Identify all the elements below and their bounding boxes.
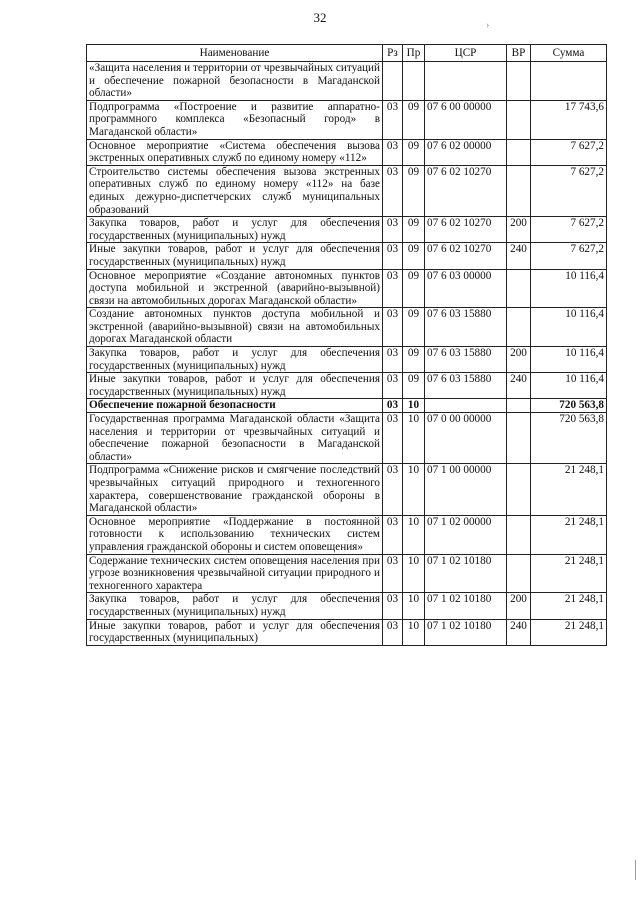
cell-csr: 07 6 03 15880: [425, 373, 507, 399]
cell-name: Обеспечение пожарной безопасности: [87, 399, 383, 413]
header-vr: ВР: [507, 45, 531, 62]
cell-csr: 07 6 00 00000: [425, 100, 507, 139]
cell-name: Подпрограмма «Построение и развитие аппаратно-программного комплекса «Безопасный город» в Магаданской области»: [87, 100, 383, 139]
cell-vr: [507, 165, 531, 216]
cell-vr: [507, 399, 531, 413]
cell-name: Государственная программа Магаданской области «Защита населения и территории от чрезвычайных ситуаций и обеспечение пожарной безопасности в Магаданской области»: [87, 413, 383, 464]
cell-csr: 07 1 02 10180: [425, 554, 507, 593]
cell-vr: 200: [507, 217, 531, 243]
cell-rz: 03: [383, 217, 403, 243]
cell-vr: 240: [507, 619, 531, 645]
cell-name: Строительство системы обеспечения вызова экстренных оперативных служб по единому номеру «112» на базе единых дежурно-диспетчерских служб муниципальных образований: [87, 165, 383, 216]
cell-vr: 240: [507, 373, 531, 399]
budget-table: [86, 44, 607, 646]
table-row: [87, 554, 607, 593]
table-row: [87, 217, 607, 243]
cell-sum: 10 116,4: [531, 347, 607, 373]
cell-csr: 07 6 02 10270: [425, 217, 507, 243]
cell-name: Закупка товаров, работ и услуг для обеспечения государственных (муниципальных) нужд: [87, 217, 383, 243]
cell-vr: [507, 464, 531, 515]
cell-pr: 09: [403, 139, 425, 165]
cell-name: Основное мероприятие «Создание автономных пунктов доступа мобильной и экстренной (аварийно-вызывной) связи на автомобильных дорогах Магаданской области»: [87, 269, 383, 308]
cell-sum: 7 627,2: [531, 243, 607, 269]
cell-rz: 03: [383, 619, 403, 645]
corner-mark: ›: [486, 20, 490, 31]
cell-pr: 10: [403, 413, 425, 464]
cell-rz: 03: [383, 593, 403, 619]
table-row: [87, 165, 607, 216]
cell-csr: 07 6 02 10270: [425, 165, 507, 216]
table-row: [87, 464, 607, 515]
header-rz: Рз: [383, 45, 403, 62]
cell-sum: 720 563,8: [531, 413, 607, 464]
header-name: Наименование: [87, 45, 383, 62]
cell-pr: 10: [403, 554, 425, 593]
cell-sum: 21 248,1: [531, 464, 607, 515]
cell-vr: [507, 308, 531, 347]
cell-vr: [507, 413, 531, 464]
cell-csr: 07 6 02 00000: [425, 139, 507, 165]
cell-csr: 07 6 03 00000: [425, 269, 507, 308]
cell-pr: 09: [403, 165, 425, 216]
table-row: [87, 269, 607, 308]
cell-csr: 07 6 03 15880: [425, 347, 507, 373]
cell-name: Закупка товаров, работ и услуг для обеспечения государственных (муниципальных) нужд: [87, 593, 383, 619]
cell-rz: 03: [383, 515, 403, 554]
cell-sum: 21 248,1: [531, 515, 607, 554]
table-row: [87, 373, 607, 399]
cell-sum: 21 248,1: [531, 554, 607, 593]
cell-rz: 03: [383, 554, 403, 593]
cell-rz: 03: [383, 399, 403, 413]
cell-name: Содержание технических систем оповещения населения при угрозе возникновения чрезвычайной ситуации природного и техногенного характера: [87, 554, 383, 593]
cell-pr: 09: [403, 243, 425, 269]
cell-pr: 09: [403, 373, 425, 399]
cell-name: Основное мероприятие «Система обеспечения вызова экстренных оперативных служб по единому номеру «112»: [87, 139, 383, 165]
cell-csr: 07 1 02 10180: [425, 619, 507, 645]
cell-rz: 03: [383, 139, 403, 165]
cell-vr: [507, 62, 531, 101]
cell-pr: 09: [403, 347, 425, 373]
cell-rz: 03: [383, 308, 403, 347]
cell-rz: 03: [383, 243, 403, 269]
cell-sum: 10 116,4: [531, 269, 607, 308]
table-row: [87, 100, 607, 139]
table-row: [87, 413, 607, 464]
cell-rz: 03: [383, 413, 403, 464]
cell-name: Иные закупки товаров, работ и услуг для обеспечения государственных (муниципальных): [87, 619, 383, 645]
cell-csr: 07 1 00 00000: [425, 464, 507, 515]
cell-csr: 07 6 03 15880: [425, 308, 507, 347]
cell-pr: 09: [403, 269, 425, 308]
cell-pr: [403, 62, 425, 101]
cell-vr: [507, 515, 531, 554]
cell-sum: [531, 62, 607, 101]
cell-sum: 21 248,1: [531, 619, 607, 645]
cell-rz: [383, 62, 403, 101]
cell-pr: 09: [403, 308, 425, 347]
cell-vr: 200: [507, 593, 531, 619]
table-row: [87, 593, 607, 619]
page-number: 32: [313, 10, 327, 25]
cell-sum: 10 116,4: [531, 308, 607, 347]
cell-csr: [425, 399, 507, 413]
cell-pr: 09: [403, 217, 425, 243]
cell-vr: 200: [507, 347, 531, 373]
cell-sum: 7 627,2: [531, 165, 607, 216]
cell-rz: 03: [383, 373, 403, 399]
cell-csr: [425, 62, 507, 101]
table-row: [87, 62, 607, 101]
table-row: [87, 399, 607, 413]
cell-name: Закупка товаров, работ и услуг для обеспечения государственных (муниципальных) нужд: [87, 347, 383, 373]
cell-pr: 09: [403, 100, 425, 139]
cell-name: Иные закупки товаров, работ и услуг для обеспечения государственных (муниципальных) нужд: [87, 243, 383, 269]
cell-name: Создание автономных пунктов доступа мобильной и экстренной (аварийно-вызывной) связи на автомобильных дорогах Магаданской области: [87, 308, 383, 347]
cell-vr: 240: [507, 243, 531, 269]
cell-csr: 07 1 02 00000: [425, 515, 507, 554]
cell-sum: 7 627,2: [531, 139, 607, 165]
header-csr: ЦСР: [425, 45, 507, 62]
cell-rz: 03: [383, 100, 403, 139]
table-row: [87, 139, 607, 165]
header-pr: Пр: [403, 45, 425, 62]
table-row: [87, 243, 607, 269]
cell-name: Иные закупки товаров, работ и услуг для обеспечения государственных (муниципальных) нужд: [87, 373, 383, 399]
cell-name: Основное мероприятие «Поддержание в постоянной готовности к использованию технических систем управления гражданской обороны и систем оповещения»: [87, 515, 383, 554]
table-row: [87, 619, 607, 645]
cell-vr: [507, 139, 531, 165]
cell-name: Подпрограмма «Снижение рисков и смягчение последствий чрезвычайных ситуаций природного и техногенного характера, совершенствование гражданской обороны в Магаданской области»: [87, 464, 383, 515]
cell-pr: 10: [403, 515, 425, 554]
scan-edge-mark: [635, 860, 636, 880]
header-sum: Сумма: [531, 45, 607, 62]
cell-sum: 7 627,2: [531, 217, 607, 243]
cell-pr: 10: [403, 593, 425, 619]
cell-csr: 07 0 00 00000: [425, 413, 507, 464]
cell-sum: 720 563,8: [531, 399, 607, 413]
cell-sum: 17 743,6: [531, 100, 607, 139]
cell-sum: 21 248,1: [531, 593, 607, 619]
table-row: [87, 308, 607, 347]
cell-name: «Защита населения и территории от чрезвычайных ситуаций и обеспечение пожарной безопасности в Магаданской области»: [87, 62, 383, 101]
cell-rz: 03: [383, 464, 403, 515]
table-body: [87, 62, 607, 646]
table-header-row: [87, 45, 607, 62]
cell-csr: 07 6 02 10270: [425, 243, 507, 269]
cell-pr: 10: [403, 399, 425, 413]
cell-pr: 10: [403, 464, 425, 515]
cell-rz: 03: [383, 269, 403, 308]
table-row: [87, 515, 607, 554]
cell-vr: [507, 554, 531, 593]
cell-rz: 03: [383, 165, 403, 216]
table-row: [87, 347, 607, 373]
cell-csr: 07 1 02 10180: [425, 593, 507, 619]
cell-pr: 10: [403, 619, 425, 645]
cell-vr: [507, 269, 531, 308]
cell-sum: 10 116,4: [531, 373, 607, 399]
cell-vr: [507, 100, 531, 139]
cell-rz: 03: [383, 347, 403, 373]
